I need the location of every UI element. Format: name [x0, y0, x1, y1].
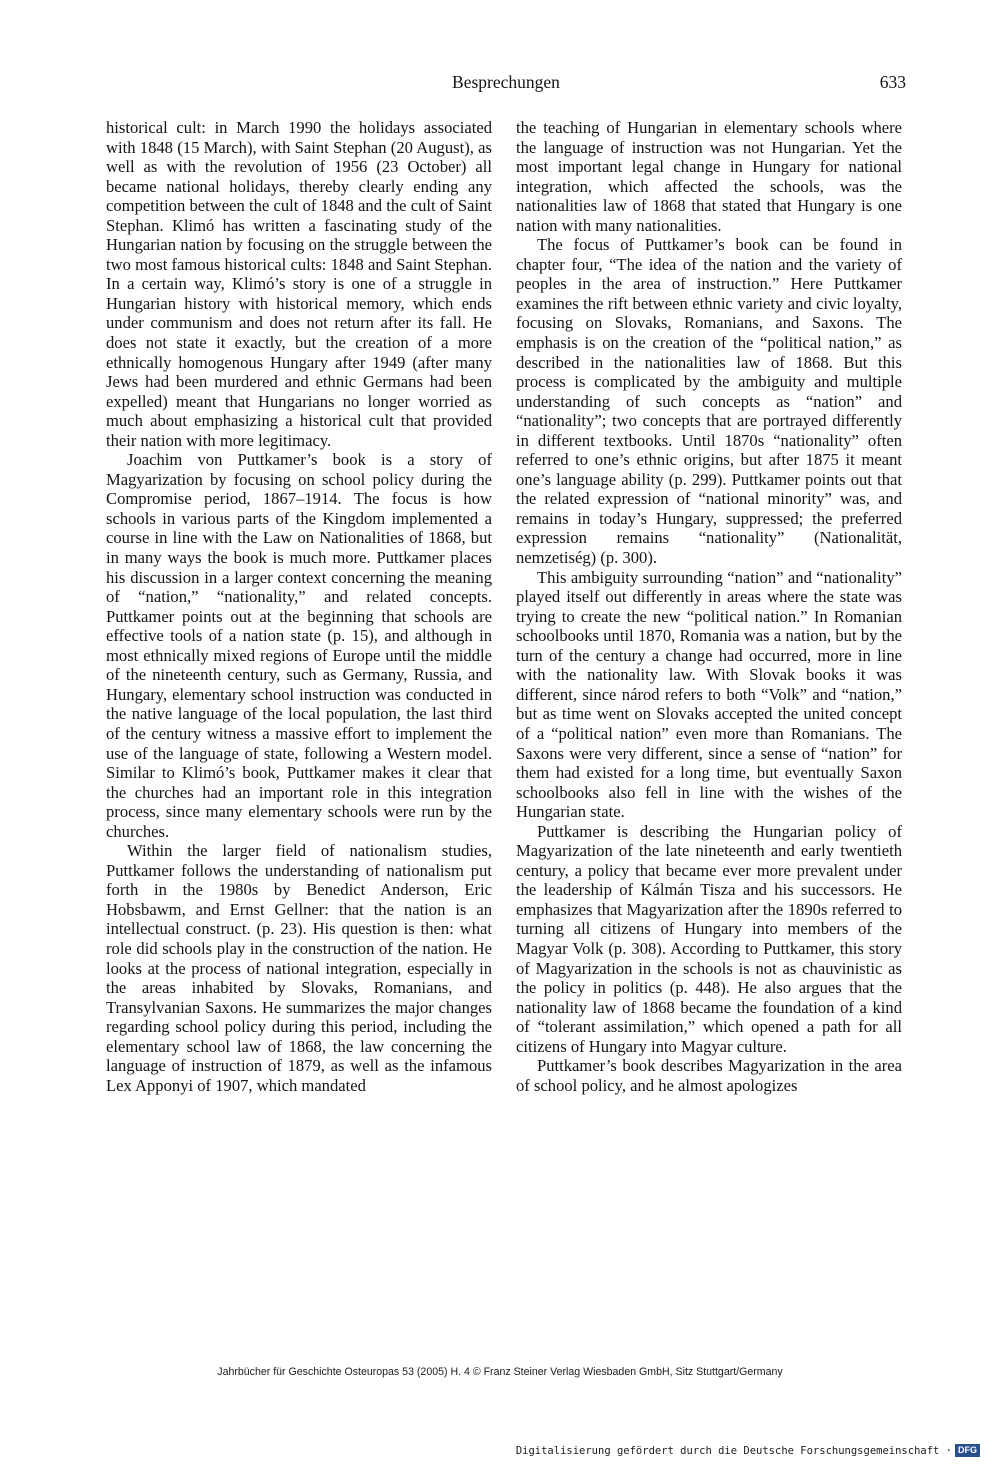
- paragraph: Puttkamer is describing the Hungarian policy of Magyarization of the late nineteenth and early twentieth century, a policy that became ever more prevalent under the leadership of Kálmán Tisza and his successors. He emphasizes that Magyarization after the 1890s referred to turning all citizens of Hungary into members of the Magyar Volk (p. 308). According to Puttkamer, this story of Magyarization in the schools is not as chauvinistic as the policy in politics (p. 448). He also argues that the nationality law of 1868 became the foundation of a kind of “tolerant assimilation,” which opened a path for all citizens of Hungary into Magyar culture.: [516, 821, 902, 1056]
- digitization-text: Digitalisierung gefördert durch die Deutsche Forschungsgemeinschaft ·: [515, 1444, 952, 1457]
- journal-footer: Jahrbücher für Geschichte Osteuropas 53 (2005) H. 4 © Franz Steiner Verlag Wiesbaden GmbH, Sitz Stuttgart/Germany: [217, 1366, 783, 1378]
- paragraph: the teaching of Hungarian in elementary schools where the language of instruction was not Hungarian. Yet the most important legal change in Hungary for national integration, which affected the schools, was the nationalities law of 1868 that stated that Hungary is one nation with many nationalities.: [516, 118, 902, 235]
- left-column: [106, 118, 492, 1095]
- paragraph: Joachim von Puttkamer’s book is a story of Magyarization by focusing on school policy during the Compromise period, 1867–1914. The focus is how schools in various parts of the Kingdom implemented a course in line with the Law on Nationalities of 1868, but in many ways the book is much more. Puttkamer places his discussion in a larger context concerning the meaning of “nation,” “nationality,” and related concepts. Puttkamer points out at the beginning that schools are effective tools of a nation state (p. 15), and although in most ethnically mixed regions of Europe until the middle of the nineteenth century, such as Germany, Russia, and Hungary, elementary school instruction was conducted in the native language of the local population, the last third of the century witness a massive effort to implement the use of the language of state, following a Western model. Similar to Klimó’s book, Puttkamer makes it clear that the churches had an important role in this integration process, since many elementary schools were run by the churches.: [106, 450, 492, 841]
- running-head: [106, 72, 906, 94]
- paragraph: Puttkamer’s book describes Magyarization in the area of school policy, and he almost apologizes: [516, 1056, 902, 1095]
- paragraph: historical cult: in March 1990 the holidays associated with 1848 (15 March), with Saint Stephan (20 August), as well as with the revolution of 1956 (23 October) all became national holidays, thereby clearly ending any competition between the cult of 1848 and the cult of Saint Stephan. Klimó has written a fascinating study of the Hungarian nation by focusing on the struggle between the two most famous historical cults: 1848 and Saint Stephan. In a certain way, Klimó’s story is one of a struggle in Hungarian history with historical memory, which ends under communism and does not return after its fall. He does not state it exactly, but the creation of a more ethnically homogenous Hungary after 1949 (after many Jews had been murdered and ethnic Germans had been expelled) meant that Hungarians no longer worried as much about emphasizing a historical cult that provided their nation with more legitimacy.: [106, 118, 492, 450]
- dfg-logo-icon: DFG: [955, 1444, 980, 1457]
- page-number: 633: [879, 72, 906, 92]
- paragraph: The focus of Puttkamer’s book can be found in chapter four, “The idea of the nation and the variety of peoples in the area of instruction.” Here Puttkamer examines the rift between ethnic variety and civic loyalty, focusing on Slovaks, Romanians, and Saxons. The emphasis is on the creation of the “political nation,” as described in the nationalities law of 1868. But this process is complicated by the ambiguity and multiple understanding of such concepts as “nation” and “nationality”; two concepts that are portrayed differently in different textbooks. Until 1870s “nationality” often referred to one’s ethnic origins, but after 1875 it meant one’s language ability (p. 299). Puttkamer points out that the related expression of “national minority” was, and remains in today’s Hungary, suppressed; the preferred expression remains “nationality” (Nationalität, nemzetiség) (p. 300).: [516, 235, 902, 568]
- right-column: [516, 118, 902, 1095]
- paragraph: Within the larger field of nationalism studies, Puttkamer follows the understanding of nationalism put forth in the 1980s by Benedict Anderson, Eric Hobsbawm, and Ernst Gellner: that the nation is an intellectual construct. (p. 23). His question is then: what role did schools play in the construction of the nation. He looks at the process of national integration, especially in the areas inhabited by Slovaks, Romanians, and Transylvanian Saxons. He summarizes the major changes regarding school policy during this period, including the elementary school law of 1868, the law concerning the language of instruction of 1879, as well as the infamous Lex Apponyi of 1907, which mandated: [106, 841, 492, 1095]
- paragraph: This ambiguity surrounding “nation” and “nationality” played itself out differently in areas where the state was trying to create the new “political nation.” In Romanian schoolbooks until 1870, Romania was a nation, but by the turn of the century a change had occurred, more in line with the nationality law. With Slovak books it was different, since národ refers to both “Volk” and “nation,” but as time went on Slovaks accepted the united concept of a “political nation” even more than Romanians. The Saxons were very different, since a sense of “nation” for them had existed for a long time, but eventually Saxon schoolbooks also fell in line with the wishes of the Hungarian state.: [516, 567, 902, 822]
- digitization-notice: [516, 1444, 980, 1457]
- running-head-title: Besprechungen: [452, 72, 560, 92]
